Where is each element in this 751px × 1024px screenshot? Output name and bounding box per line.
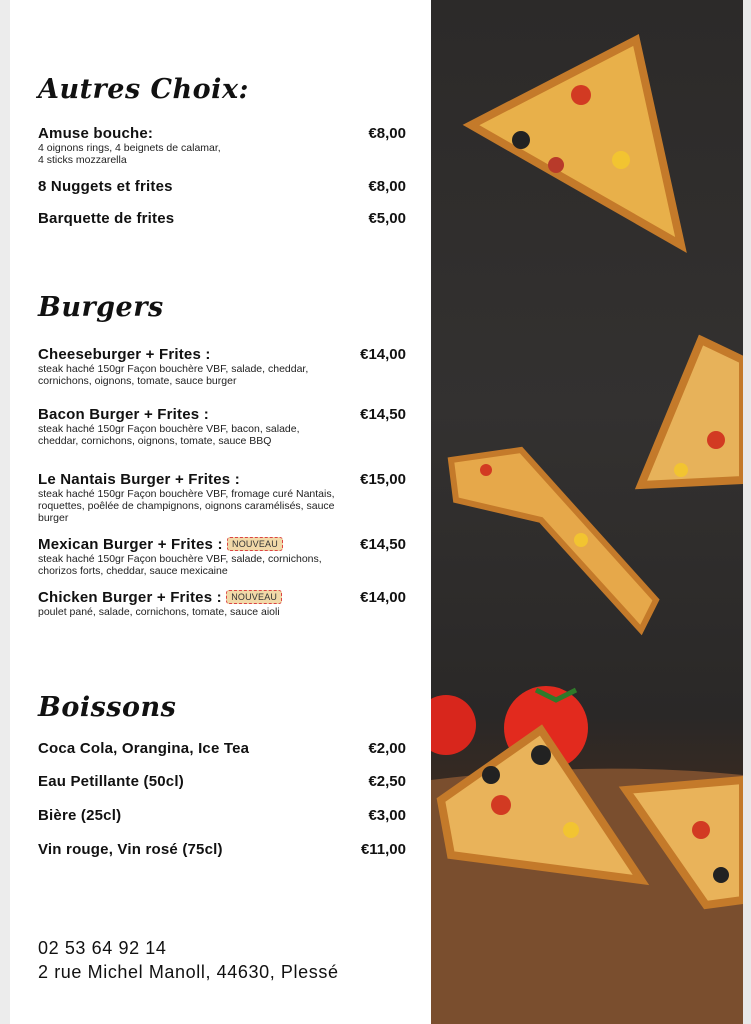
item-price: €2,00 [368,740,406,757]
item-desc: steak haché 150gr Façon bouchère VBF, fromage curé Nantais, roquettes, poêlée de champignons, oignons caramélisés, sauce burger [38,488,335,524]
tomato-icon [431,695,476,755]
item-price: €5,00 [368,210,406,227]
pizza-slice-icon [451,450,656,630]
menu-item [38,178,406,195]
item-name: Bière (25cl) [38,807,122,824]
item-name-row [38,589,406,606]
item-name: Chicken Burger + Frites : [38,589,222,606]
item-name: Le Nantais Burger + Frites : [38,471,240,488]
item-name: Barquette de frites [38,210,175,227]
pizza-slice-icon [641,340,743,485]
item-desc: 4 oignons rings, 4 beignets de calamar, 4 sticks mozzarella [38,142,221,166]
item-price: €11,00 [360,841,406,858]
section-title-burgers: Burgers [38,292,164,323]
nouveau-badge: NOUVEAU [227,537,283,551]
menu-item [38,589,406,618]
menu-panel [10,0,431,1024]
item-name: 8 Nuggets et frites [38,178,173,195]
right-margin [743,0,751,1024]
menu-item [38,773,406,790]
pizza-photo [431,0,743,1024]
item-name: Coca Cola, Orangina, Ice Tea [38,740,250,757]
nouveau-badge: NOUVEAU [226,590,282,604]
item-price: €3,00 [368,807,406,824]
address: 2 rue Michel Manoll, 44630, Plessé [38,962,339,982]
section-title-autres: Autres Choix: [38,74,250,105]
item-desc: steak haché 150gr Façon bouchère VBF, bacon, salade, cheddar, cornichons, oignons, tomate, sauce BBQ [38,423,300,447]
item-price: €14,50 [360,406,406,423]
item-name-row [38,536,406,553]
menu-item [38,406,406,447]
pizza-slice-icon [471,40,681,245]
item-price: €15,00 [360,471,406,488]
section-title-boissons: Boissons [38,692,177,723]
item-desc: steak haché 150gr Façon bouchère VBF, salade, cornichons, chorizos forts, cheddar, sauce mexicaine [38,553,322,577]
item-price: €8,00 [368,125,406,142]
menu-item [38,841,406,858]
menu-item [38,125,406,166]
item-name: Amuse bouche: [38,125,154,142]
item-name: Vin rouge, Vin rosé (75cl) [38,841,223,858]
item-name: Eau Petillante (50cl) [38,773,184,790]
menu-item [38,740,406,757]
item-price: €14,00 [360,589,406,606]
item-price: €8,00 [368,178,406,195]
item-desc: poulet pané, salade, cornichons, tomate, sauce aioli [38,606,280,618]
menu-item [38,536,406,577]
item-price: €14,00 [360,346,406,363]
item-price: €14,50 [360,536,406,553]
pizza-illustration [431,0,743,1024]
item-name: Bacon Burger + Frites : [38,406,209,423]
item-name: Cheeseburger + Frites : [38,346,211,363]
menu-item [38,471,406,524]
item-price: €2,50 [368,773,406,790]
menu-item [38,346,406,387]
menu-item [38,210,406,227]
item-name: Mexican Burger + Frites : [38,536,223,553]
phone-number: 02 53 64 92 14 [38,938,167,958]
item-desc: steak haché 150gr Façon bouchère VBF, salade, cheddar, cornichons, oignons, tomate, sauce burger [38,363,309,387]
menu-item [38,807,406,824]
